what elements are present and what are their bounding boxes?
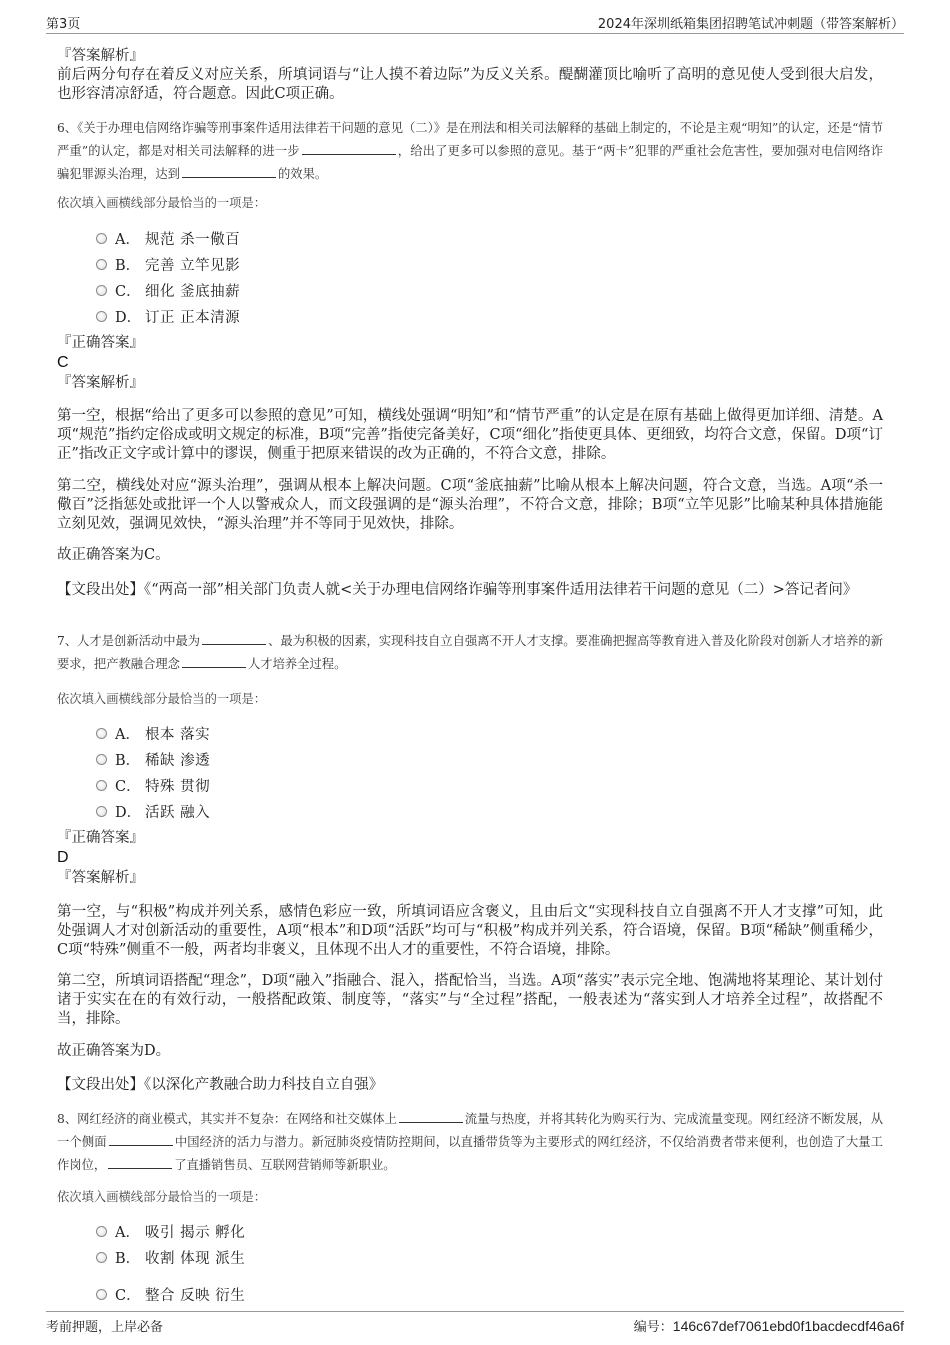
q8-stem (57, 1108, 883, 1177)
q6-analysis-label: 『答案解析』 (57, 375, 144, 391)
q6-answer-label: 『正确答案』 (57, 335, 144, 351)
prev-analysis-label: 『答案解析』 (57, 48, 144, 64)
q7-stem-part3: 人才培养全过程。 (247, 657, 347, 671)
q6-analysis-3: 故正确答案为C。 (57, 547, 170, 563)
q6-source: 【文段出处】《“两高一部”相关部门负责人就<关于办理电信网络诈骗等刑事案件适用法律若干问题的意见（二）>答记者问》 (57, 582, 858, 598)
option-text: 根本 落实 (145, 726, 211, 743)
document-title: 2024年深圳纸箱集团招聘笔试冲刺题（带答案解析） (597, 17, 904, 32)
q7-analysis-3: 故正确答案为D。 (57, 1043, 171, 1059)
radio-icon[interactable] (96, 754, 107, 765)
option-key: C． (115, 283, 141, 300)
radio-icon[interactable] (96, 311, 107, 322)
q7-source: 【文段出处】《以深化产教融合助力科技自立自强》 (57, 1077, 384, 1093)
option-key: B． (115, 1250, 141, 1267)
footer-slogan: 考前押题，上岸必备 (46, 1320, 164, 1335)
option-key: D． (115, 309, 142, 326)
radio-icon[interactable] (96, 1252, 107, 1263)
page-footer (46, 1311, 904, 1337)
radio-icon[interactable] (96, 1226, 107, 1237)
q7-stem (57, 630, 883, 676)
radio-icon[interactable] (96, 780, 107, 791)
q6-prompt: 依次填入画横线部分最恰当的一项是： (57, 196, 267, 210)
option-text: 特殊 贯彻 (145, 778, 211, 795)
q7-option-a[interactable] (96, 722, 210, 744)
radio-icon[interactable] (96, 259, 107, 270)
q8-stem-part1: 8、网红经济的商业模式，其实并不复杂：在网络和社交媒体上 (57, 1112, 397, 1126)
q6-analysis-2: 第二空，横线处对应“源头治理”，强调从根本上解决问题。C项“釜底抽薪”比喻从根本上解决问题，符合文意，当选。A项“杀一儆百”泛指惩处或批评一个人以警戒众人，而文段强调的是“源头治理”，不符合文意，排除；B项“立竿见影”比喻某种具体措施能立刻见效，强调见效快，“源头治理”并不等同于见效快，排除。 (57, 478, 883, 532)
option-text: 活跃 融入 (145, 804, 211, 821)
radio-icon[interactable] (96, 728, 107, 739)
radio-icon[interactable] (96, 285, 107, 296)
q7-answer-label: 『正确答案』 (57, 830, 144, 846)
q6-answer: C (57, 354, 69, 371)
q8-stem-part4: 了直播销售员、互联网营销师等新职业。 (174, 1158, 396, 1172)
q8-stem-part3: 中国经济的活力与潜力。新冠肺炎疫情防控期间，以直播带货等为主要形式的网红经济，不仅给消费者带来便利，也创造了大量工作岗位， (57, 1135, 883, 1172)
q8-blank-3 (108, 1157, 172, 1169)
q7-prompt: 依次填入画横线部分最恰当的一项是： (57, 692, 267, 706)
option-text: 整合 反映 衍生 (145, 1287, 246, 1304)
page-number: 第3页 (46, 17, 81, 32)
document-id-code: 146c67def7061ebd0f1bacdecdf46a6f (672, 1318, 904, 1334)
option-key: C． (115, 1287, 141, 1304)
option-key: B． (115, 257, 141, 274)
option-text: 吸引 揭示 孵化 (145, 1224, 246, 1241)
q7-analysis-1: 第一空，与“积极”构成并列关系，感情色彩应一致，所填词语应含褒义，且由后文“实现科技自立自强离不开人才支撑”可知，此处强调人才对创新活动的重要性，A项“根本”和D项“活跃”均可与“积极”构成并列关系，符合语境，保留。B项“稀缺”侧重稀少，C项“特殊”侧重不一般，两者均非褒义，且体现不出人才的重要性，不符合语境，排除。 (57, 904, 883, 958)
option-key: C． (115, 778, 141, 795)
option-key: D． (115, 804, 142, 821)
q7-stem-part1: 7、人才是创新活动中最为 (57, 634, 201, 648)
option-text: 规范 杀一儆百 (145, 231, 241, 248)
option-text: 订正 正本清源 (145, 309, 241, 326)
radio-icon[interactable] (96, 806, 107, 817)
q6-blank-2 (182, 166, 276, 178)
q6-stem-part1: 6、《关于办理电信网络诈骗等刑事案件适用法律若干问题的意见（二）》是在刑法和相关司法解释的基础上制定的，不论是主观“明知”的认定，还是“情节严重”的认定，都是对相关司法解释的进一步 (57, 121, 883, 158)
option-key: A． (115, 231, 140, 248)
prev-analysis-text: 前后两分句存在着反义对应关系，所填词语与“让人摸不着边际”为反义关系。醍醐灌顶比喻听了高明的意见使人受到很大启发，也形容清凉舒适，符合题意。因此C项正确。 (57, 67, 883, 102)
radio-icon[interactable] (96, 233, 107, 244)
q8-option-a[interactable] (96, 1220, 245, 1242)
q7-answer: D (57, 849, 69, 866)
q6-stem-part3: 的效果。 (277, 167, 328, 181)
q6-stem (57, 117, 883, 186)
q6-stem-part2: ，给出了更多可以参照的意见。基于“两卡”犯罪的严重社会危害性，要加强对电信网络诈骗犯罪源头治理，达到 (57, 144, 883, 181)
q6-blank-1 (302, 143, 396, 155)
document-id-label: 编号： (633, 1320, 673, 1335)
option-key: A． (115, 1224, 140, 1241)
q7-blank-2 (182, 656, 246, 668)
option-text: 收割 体现 派生 (145, 1250, 246, 1267)
radio-icon[interactable] (96, 1289, 107, 1300)
q7-analysis-2: 第二空，所填词语搭配“理念”，D项“融入”指融合、混入，搭配恰当，当选。A项“落实”表示完全地、饱满地将某理论、某计划付诸于实实在在的有效行动，一般搭配政策、制度等，“落实”与“全过程”搭配，一般表述为“落实到人才培养全过程”，故搭配不当，排除。 (57, 973, 883, 1027)
q6-option-d[interactable] (96, 305, 240, 327)
q8-stem-part2: 流量与热度，并将其转化为购买行为、完成流量变现。网红经济不断发展，从一个侧面 (57, 1112, 883, 1149)
q8-blank-2 (109, 1134, 173, 1146)
option-key: B． (115, 752, 141, 769)
q6-analysis-1: 第一空，根据“给出了更多可以参照的意见”可知，横线处强调“明知”和“情节严重”的认定是在原有基础上做得更加详细、清楚。A项“规范”指约定俗成或明文规定的标准，B项“完善”指使完备美好，C项“细化”指使更具体、更细致，均符合文意，保留。D项“订正”指改正文字或计算中的谬误，侧重于把原来错误的改为正确的，不符合文意，排除。 (57, 408, 883, 462)
q8-blank-1 (399, 1111, 463, 1123)
q8-option-b[interactable] (96, 1246, 245, 1268)
document-id (634, 1316, 904, 1335)
q8-option-c[interactable] (96, 1283, 245, 1305)
q7-blank-1 (202, 633, 266, 645)
q7-option-d[interactable] (96, 800, 210, 822)
option-text: 稀缺 渗透 (145, 752, 211, 769)
q7-stem-part2: 、最为积极的因素，实现科技自立自强离不开人才支撑。要准确把握高等教育进入普及化阶段对创新人才培养的新要求，把产教融合理念 (57, 634, 883, 671)
q8-prompt: 依次填入画横线部分最恰当的一项是： (57, 1190, 267, 1204)
page-header (46, 10, 904, 34)
option-text: 细化 釜底抽薪 (145, 283, 241, 300)
q7-option-b[interactable] (96, 748, 210, 770)
option-text: 完善 立竿见影 (145, 257, 241, 274)
q7-option-c[interactable] (96, 774, 210, 796)
q7-analysis-label: 『答案解析』 (57, 870, 144, 886)
option-key: A． (115, 726, 140, 743)
q6-option-b[interactable] (96, 253, 240, 275)
q6-option-a[interactable] (96, 227, 240, 249)
q6-option-c[interactable] (96, 279, 240, 301)
